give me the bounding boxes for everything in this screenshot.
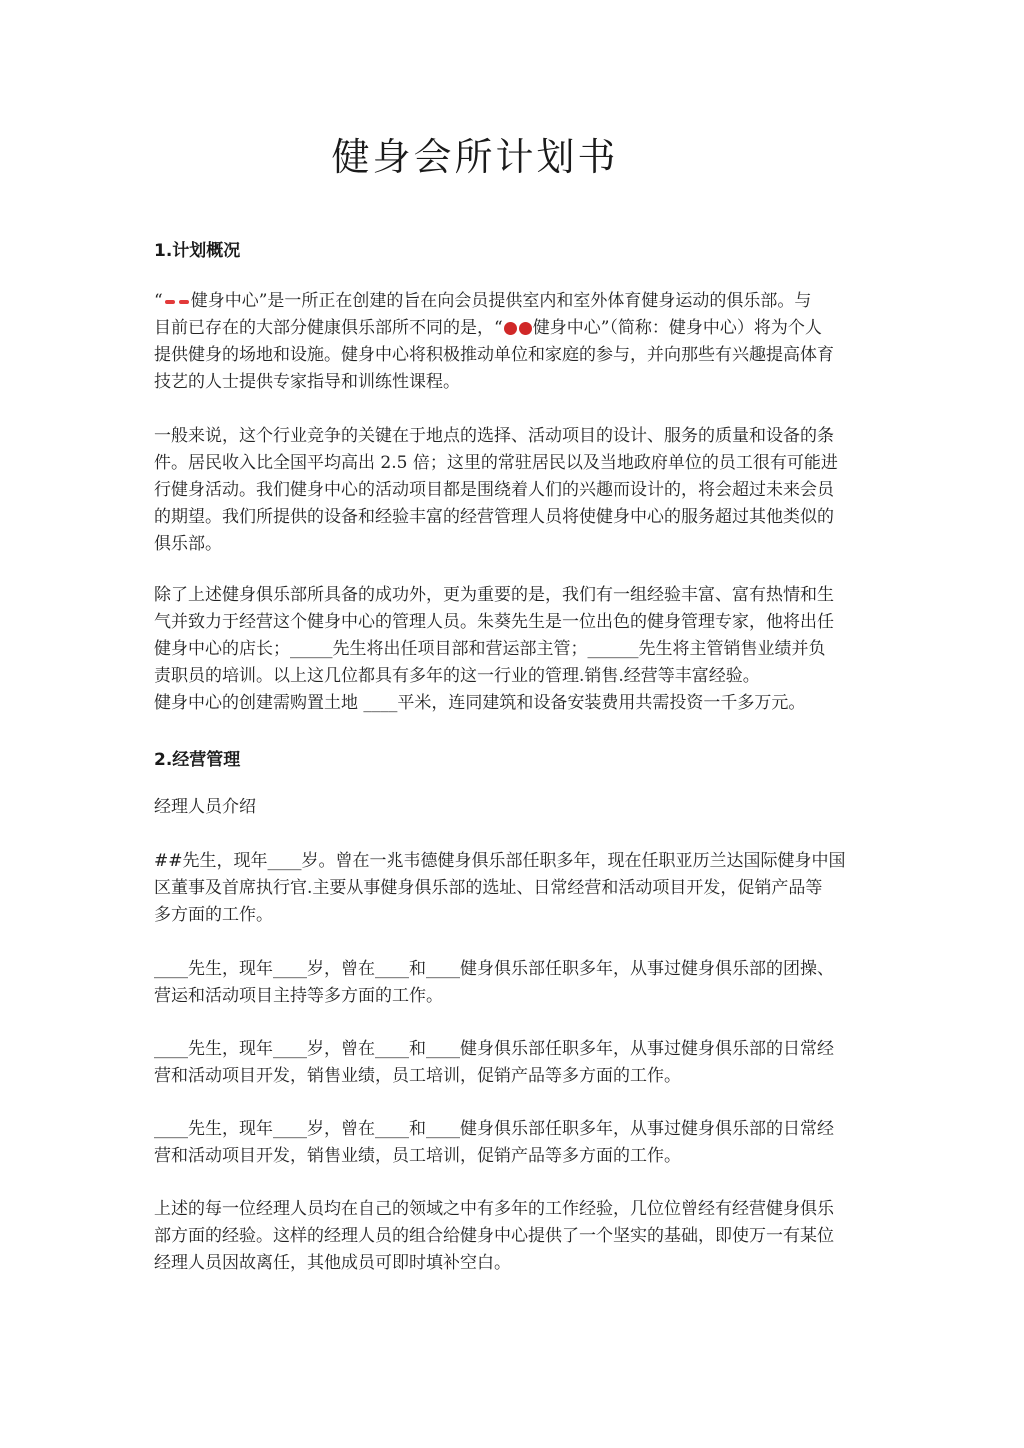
paragraph-manager-3	[154, 1036, 874, 1090]
paragraph-line: 技艺的人士提供专家指导和训练性课程。	[154, 372, 460, 392]
paragraph-line	[154, 288, 874, 315]
redaction-stamp	[519, 322, 532, 335]
paragraph-line: 除了上述健身俱乐部所具备的成功外，更为重要的是，我们有一组经验丰富、富有热情和生	[154, 585, 834, 605]
paragraph-line: 营和活动项目开发，销售业绩，员工培训，促销产品等多方面的工作。	[154, 1066, 681, 1086]
paragraph-line: 责职员的培训。以上这几位都具有多年的这一行业的管理.销售.经营等丰富经验。	[154, 666, 760, 686]
paragraph-line: 提供健身的场地和设施。健身中心将积极推动单位和家庭的参与，并向那些有兴趣提高体育	[154, 345, 834, 365]
paragraph-manager-4	[154, 1116, 874, 1170]
paragraph-line: 气并致力于经营这个健身中心的管理人员。朱葵先生是一位出色的健身管理专家，他将出任	[154, 612, 834, 632]
paragraph-line: 件。居民收入比全国平均高出 2.5 倍；这里的常驻居民以及当地政府单位的员工很有可能进	[154, 453, 838, 473]
paragraph-line: ____先生，现年____岁，曾在____和____健身俱乐部任职多年，从事过健身俱乐部的团操、	[154, 959, 834, 979]
paragraph-line: 经理人员介绍	[154, 797, 256, 817]
section-heading-operations: 2.经营管理	[154, 750, 241, 770]
paragraph-line: 多方面的工作。	[154, 905, 273, 925]
paragraph-line: 俱乐部。	[154, 534, 222, 554]
paragraph-line: 部方面的经验。这样的经理人员的组合给健身中心提供了一个坚实的基础，即使万一有某位	[154, 1226, 834, 1246]
document-title: 健身会所计划书	[331, 135, 619, 179]
paragraph-line: 一般来说，这个行业竞争的关键在于地点的选择、活动项目的设计、服务的质量和设备的条	[154, 426, 834, 446]
paragraph-line: ____先生，现年____岁，曾在____和____健身俱乐部任职多年，从事过健身俱乐部的日常经	[154, 1039, 834, 1059]
redaction-stamp	[504, 322, 517, 335]
open-quote: “	[154, 291, 163, 311]
paragraph-line: 营运和活动项目主持等多方面的工作。	[154, 986, 443, 1006]
paragraph-manager-2	[154, 956, 874, 1010]
line-text: 目前已存在的大部分健康俱乐部所不同的是，“	[154, 318, 503, 338]
paragraph-line: ##先生，现年____岁。曾在一兆韦德健身俱乐部任职多年，现在任职亚历兰达国际健身中国	[154, 851, 846, 871]
line-text: 健身中心”是一所正在创建的旨在向会员提供室内和室外体育健身运动的俱乐部。与	[190, 291, 812, 311]
paragraph-line: 上述的每一位经理人员均在自己的领域之中有多年的工作经验，几位位曾经有经营健身俱乐	[154, 1199, 834, 1219]
line-text: 健身中心”（简称：健身中心）将为个人	[532, 318, 822, 338]
redaction-mark	[165, 300, 175, 304]
paragraph-line: 健身中心的店长；_____先生将出任项目部和营运部主管；______先生将主管销售业绩并负	[154, 639, 826, 659]
paragraph-line: 的期望。我们所提供的设备和经验丰富的经营管理人员将使健身中心的服务超过其他类似的	[154, 507, 834, 527]
section-heading-plan-overview: 1.计划概况	[154, 241, 241, 261]
redaction-mark	[179, 300, 189, 304]
paragraph-line: 健身中心的创建需购置土地 ____平米，连同建筑和设备安装费用共需投资一千多万元。	[154, 693, 806, 713]
paragraph-line: 行健身活动。我们健身中心的活动项目都是围绕着人们的兴趣而设计的，将会超过未来会员	[154, 480, 834, 500]
paragraph-line: 区董事及首席执行官.主要从事健身俱乐部的选址、日常经营和活动项目开发，促销产品等	[154, 878, 823, 898]
paragraph-team-summary	[154, 1196, 874, 1277]
paragraph-competition	[154, 423, 874, 558]
paragraph-line: 经理人员因故离任，其他成员可即时填补空白。	[154, 1253, 511, 1273]
paragraph-line	[154, 315, 874, 342]
subheading-manager-intro	[154, 794, 874, 821]
paragraph-intro	[154, 288, 874, 396]
paragraph-line: ____先生，现年____岁，曾在____和____健身俱乐部任职多年，从事过健身俱乐部的日常经	[154, 1119, 834, 1139]
paragraph-line: 营和活动项目开发，销售业绩，员工培训，促销产品等多方面的工作。	[154, 1146, 681, 1166]
paragraph-manager-1	[154, 848, 874, 929]
paragraph-management-team	[154, 582, 874, 717]
